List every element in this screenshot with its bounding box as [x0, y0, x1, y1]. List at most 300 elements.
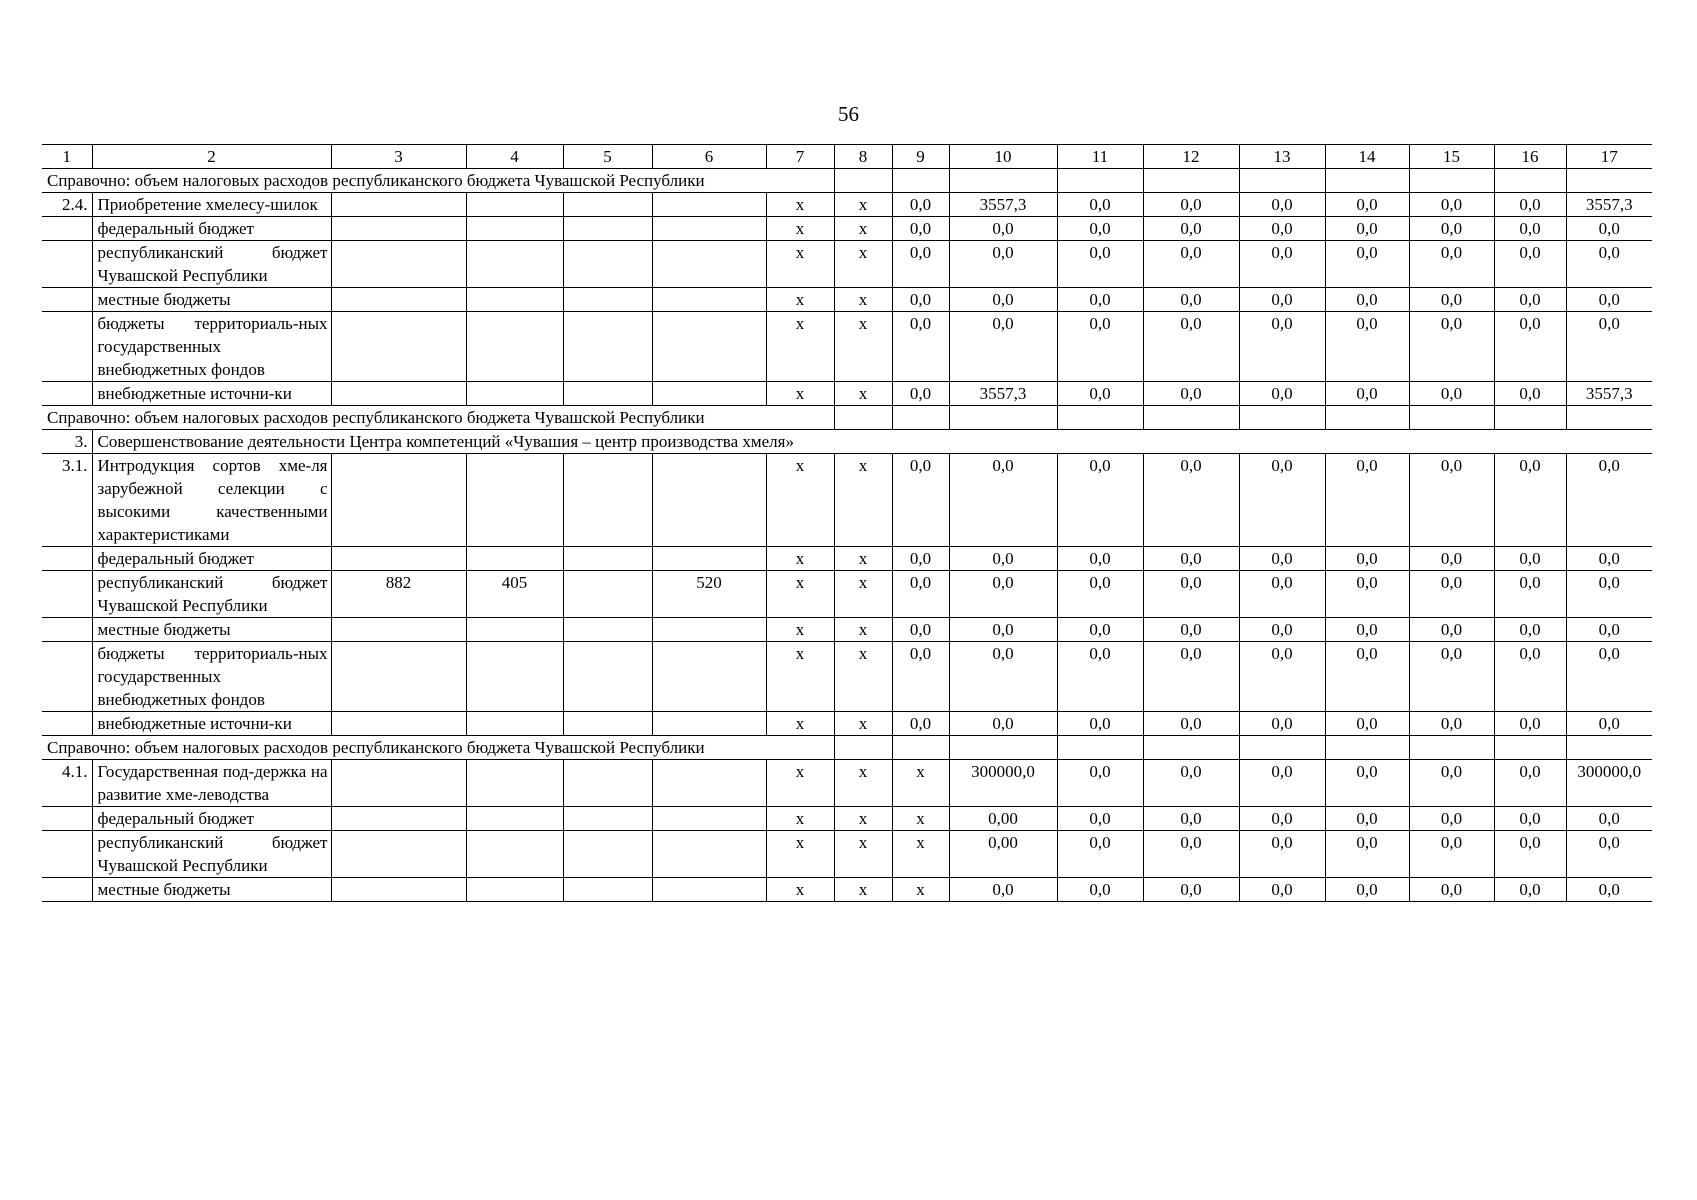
- value-cell: 0,0: [1057, 288, 1143, 312]
- value-cell: 0,0: [1325, 760, 1409, 807]
- item-number: [42, 288, 92, 312]
- empty-value-cell: [1494, 169, 1566, 193]
- value-cell: 0,0: [1325, 312, 1409, 382]
- value-cell: x: [834, 642, 892, 712]
- value-cell: 0,0: [949, 288, 1057, 312]
- value-cell: 0,0: [1566, 831, 1652, 878]
- value-cell-c6: [652, 831, 766, 878]
- value-cell: x: [834, 454, 892, 547]
- empty-value-cell: [1057, 406, 1143, 430]
- table-row: [42, 760, 1652, 807]
- value-cell: x: [834, 288, 892, 312]
- value-cell-c4: [466, 217, 563, 241]
- value-cell: 0,0: [1325, 642, 1409, 712]
- value-cell: 0,0: [1409, 241, 1494, 288]
- value-cell: x: [834, 217, 892, 241]
- value-cell: 0,0: [1239, 382, 1325, 406]
- value-cell: x: [766, 547, 834, 571]
- value-cell: 0,0: [1325, 571, 1409, 618]
- value-cell: 0,0: [1057, 642, 1143, 712]
- value-cell: x: [766, 312, 834, 382]
- empty-value-cell: [1566, 169, 1652, 193]
- value-cell: 0,0: [1325, 288, 1409, 312]
- value-cell: 0,0: [1325, 241, 1409, 288]
- value-cell: 0,0: [1143, 454, 1239, 547]
- value-cell-c5: [563, 241, 652, 288]
- value-cell: 0,0: [892, 312, 949, 382]
- value-cell: 0,0: [1057, 312, 1143, 382]
- empty-value-cell: [1409, 406, 1494, 430]
- empty-value-cell: [892, 406, 949, 430]
- value-cell: 0,0: [1494, 217, 1566, 241]
- empty-value-cell: [1494, 736, 1566, 760]
- item-name: республиканский бюджет Чувашской Республики: [92, 571, 331, 618]
- value-cell: 0,0: [1409, 454, 1494, 547]
- value-cell: 0,0: [1566, 642, 1652, 712]
- table-row: [42, 571, 1652, 618]
- item-name: местные бюджеты: [92, 288, 331, 312]
- value-cell: 0,0: [1143, 618, 1239, 642]
- value-cell-c5: [563, 312, 652, 382]
- value-cell: 0,0: [1325, 831, 1409, 878]
- value-cell: 0,0: [1239, 193, 1325, 217]
- empty-value-cell: [834, 736, 892, 760]
- value-cell: 0,0: [1409, 878, 1494, 902]
- value-cell: 0,0: [1143, 760, 1239, 807]
- item-number: 2.4.: [42, 193, 92, 217]
- value-cell-c5: [563, 642, 652, 712]
- value-cell: 0,0: [1057, 193, 1143, 217]
- item-name: бюджеты территориаль-ных государственных внебюджетных фондов: [92, 312, 331, 382]
- value-cell: 0,0: [1566, 807, 1652, 831]
- column-number-cell: 13: [1239, 145, 1325, 169]
- value-cell-c6: [652, 642, 766, 712]
- value-cell: 0,0: [1409, 571, 1494, 618]
- value-cell: 0,0: [1325, 618, 1409, 642]
- value-cell: 0,0: [1409, 760, 1494, 807]
- value-cell-c5: [563, 547, 652, 571]
- value-cell-c6: [652, 807, 766, 831]
- empty-value-cell: [949, 169, 1057, 193]
- item-name: федеральный бюджет: [92, 217, 331, 241]
- item-name: республиканский бюджет Чувашской Республики: [92, 241, 331, 288]
- value-cell: 300000,0: [1566, 760, 1652, 807]
- section-title: Совершенствование деятельности Центра компетенций «Чувашия – центр производства хмеля»: [92, 430, 1652, 454]
- item-number: 3.1.: [42, 454, 92, 547]
- item-name: Интродукция сортов хме-ля зарубежной селекции с высокими качественными характеристиками: [92, 454, 331, 547]
- value-cell: 0,0: [1057, 831, 1143, 878]
- empty-value-cell: [1325, 406, 1409, 430]
- value-cell: 0,0: [1494, 831, 1566, 878]
- value-cell: 0,0: [1325, 712, 1409, 736]
- column-number-cell: 6: [652, 145, 766, 169]
- value-cell-c4: [466, 454, 563, 547]
- value-cell: 0,0: [1325, 454, 1409, 547]
- value-cell: 0,00: [949, 807, 1057, 831]
- column-number-cell: 14: [1325, 145, 1409, 169]
- value-cell: 0,0: [1494, 618, 1566, 642]
- table-row: [42, 217, 1652, 241]
- value-cell: 0,0: [1566, 217, 1652, 241]
- value-cell: 0,0: [1409, 312, 1494, 382]
- table-row: [42, 642, 1652, 712]
- page-number: 56: [838, 102, 859, 126]
- value-cell: x: [834, 241, 892, 288]
- empty-value-cell: [1325, 169, 1409, 193]
- value-cell: 0,0: [892, 571, 949, 618]
- value-cell: 0,0: [1566, 454, 1652, 547]
- value-cell: 0,0: [1325, 217, 1409, 241]
- value-cell: 0,0: [1566, 571, 1652, 618]
- value-cell: 0,0: [1566, 878, 1652, 902]
- table-row: [42, 288, 1652, 312]
- value-cell: 0,0: [949, 571, 1057, 618]
- table-row: [42, 312, 1652, 382]
- value-cell: 0,0: [1566, 712, 1652, 736]
- value-cell-c3: [331, 454, 466, 547]
- value-cell: 0,0: [1239, 618, 1325, 642]
- value-cell: 0,0: [1494, 193, 1566, 217]
- value-cell: 0,0: [1409, 618, 1494, 642]
- value-cell: 0,0: [1143, 642, 1239, 712]
- value-cell-c6: [652, 547, 766, 571]
- value-cell: 0,0: [1494, 571, 1566, 618]
- item-name: федеральный бюджет: [92, 807, 331, 831]
- value-cell-c3: [331, 760, 466, 807]
- value-cell: 3557,3: [1566, 382, 1652, 406]
- value-cell-c4: [466, 807, 563, 831]
- reference-note-row: [42, 406, 1652, 430]
- value-cell: 0,0: [892, 288, 949, 312]
- value-cell-c6: [652, 382, 766, 406]
- value-cell: x: [834, 312, 892, 382]
- value-cell-c5: [563, 807, 652, 831]
- table-row: [42, 241, 1652, 288]
- item-name: федеральный бюджет: [92, 547, 331, 571]
- value-cell: 0,0: [949, 454, 1057, 547]
- table-row: [42, 878, 1652, 902]
- value-cell: 0,0: [892, 454, 949, 547]
- value-cell: 0,0: [1409, 288, 1494, 312]
- column-number-cell: 5: [563, 145, 652, 169]
- item-name: местные бюджеты: [92, 618, 331, 642]
- value-cell: x: [892, 760, 949, 807]
- value-cell-c4: [466, 312, 563, 382]
- value-cell-c6: [652, 454, 766, 547]
- value-cell: x: [834, 193, 892, 217]
- value-cell-c3: [331, 312, 466, 382]
- value-cell-c4: [466, 878, 563, 902]
- value-cell-c6: [652, 193, 766, 217]
- value-cell: 0,0: [892, 193, 949, 217]
- value-cell-c3: [331, 547, 466, 571]
- empty-value-cell: [1239, 169, 1325, 193]
- value-cell-c5: [563, 878, 652, 902]
- value-cell: 0,0: [1494, 241, 1566, 288]
- value-cell: 300000,0: [949, 760, 1057, 807]
- item-number: [42, 807, 92, 831]
- value-cell: 0,0: [1409, 807, 1494, 831]
- table-row: [42, 831, 1652, 878]
- empty-value-cell: [1239, 736, 1325, 760]
- value-cell-c3: [331, 878, 466, 902]
- value-cell: 0,0: [1494, 878, 1566, 902]
- item-number: 4.1.: [42, 760, 92, 807]
- value-cell: 0,0: [1239, 712, 1325, 736]
- value-cell: 0,0: [1239, 571, 1325, 618]
- value-cell: x: [892, 878, 949, 902]
- value-cell-c3: [331, 241, 466, 288]
- empty-value-cell: [1143, 406, 1239, 430]
- value-cell-c6: 520: [652, 571, 766, 618]
- value-cell: 0,0: [1325, 193, 1409, 217]
- value-cell: 0,0: [1494, 712, 1566, 736]
- value-cell-c6: [652, 288, 766, 312]
- value-cell-c4: [466, 547, 563, 571]
- value-cell: 0,0: [1239, 217, 1325, 241]
- column-number-cell: 16: [1494, 145, 1566, 169]
- table-row: [42, 618, 1652, 642]
- value-cell: x: [892, 831, 949, 878]
- empty-value-cell: [892, 169, 949, 193]
- value-cell: 0,0: [949, 618, 1057, 642]
- value-cell: 0,0: [1566, 618, 1652, 642]
- value-cell: 0,0: [1143, 241, 1239, 288]
- value-cell: 0,0: [1494, 288, 1566, 312]
- value-cell: 0,0: [1566, 241, 1652, 288]
- item-number: [42, 618, 92, 642]
- item-number: [42, 712, 92, 736]
- value-cell: 0,0: [1057, 807, 1143, 831]
- value-cell-c6: [652, 312, 766, 382]
- item-number: [42, 831, 92, 878]
- value-cell: 0,0: [1057, 382, 1143, 406]
- value-cell: 0,0: [949, 642, 1057, 712]
- value-cell: x: [834, 618, 892, 642]
- value-cell: 0,0: [1057, 618, 1143, 642]
- value-cell-c4: [466, 760, 563, 807]
- value-cell-c6: [652, 760, 766, 807]
- value-cell: 0,0: [1239, 288, 1325, 312]
- value-cell: 0,0: [1143, 712, 1239, 736]
- value-cell: x: [834, 712, 892, 736]
- value-cell: 0,0: [1239, 642, 1325, 712]
- value-cell: 0,0: [949, 312, 1057, 382]
- value-cell: x: [766, 878, 834, 902]
- value-cell-c4: [466, 288, 563, 312]
- value-cell: x: [766, 454, 834, 547]
- value-cell: 0,0: [1143, 288, 1239, 312]
- value-cell-c4: [466, 618, 563, 642]
- value-cell: 0,0: [1239, 760, 1325, 807]
- value-cell: 0,0: [1494, 382, 1566, 406]
- value-cell-c6: [652, 618, 766, 642]
- value-cell: 0,0: [892, 382, 949, 406]
- value-cell: 0,0: [1325, 547, 1409, 571]
- value-cell: 0,0: [1143, 878, 1239, 902]
- value-cell: 0,0: [1143, 571, 1239, 618]
- value-cell: 0,0: [1057, 547, 1143, 571]
- value-cell-c5: [563, 288, 652, 312]
- column-number-row: [42, 145, 1652, 169]
- value-cell-c3: [331, 217, 466, 241]
- item-number: [42, 241, 92, 288]
- value-cell: 0,0: [949, 878, 1057, 902]
- value-cell: x: [766, 618, 834, 642]
- item-name: Государственная под-держка на развитие хме-леводства: [92, 760, 331, 807]
- value-cell: x: [766, 288, 834, 312]
- value-cell: 0,0: [1143, 312, 1239, 382]
- value-cell-c6: [652, 712, 766, 736]
- value-cell-c5: [563, 217, 652, 241]
- item-number: [42, 312, 92, 382]
- reference-note-row: [42, 169, 1652, 193]
- value-cell-c3: [331, 712, 466, 736]
- value-cell-c3: [331, 193, 466, 217]
- value-cell-c3: 882: [331, 571, 466, 618]
- section-number: 3.: [42, 430, 92, 454]
- item-number: [42, 571, 92, 618]
- value-cell: x: [834, 547, 892, 571]
- value-cell-c3: [331, 382, 466, 406]
- empty-value-cell: [949, 736, 1057, 760]
- item-number: [42, 878, 92, 902]
- column-number-cell: 9: [892, 145, 949, 169]
- value-cell-c4: 405: [466, 571, 563, 618]
- column-number-cell: 4: [466, 145, 563, 169]
- value-cell: 0,0: [1057, 241, 1143, 288]
- budget-table: [42, 144, 1652, 902]
- value-cell: 0,0: [1409, 382, 1494, 406]
- value-cell: 0,0: [949, 241, 1057, 288]
- column-number-cell: 8: [834, 145, 892, 169]
- value-cell: 0,0: [1143, 193, 1239, 217]
- value-cell: x: [892, 807, 949, 831]
- column-number-cell: 3: [331, 145, 466, 169]
- value-cell: 0,0: [892, 217, 949, 241]
- value-cell: x: [834, 571, 892, 618]
- value-cell: x: [834, 807, 892, 831]
- value-cell: x: [834, 831, 892, 878]
- value-cell: 3557,3: [1566, 193, 1652, 217]
- value-cell: 0,0: [1494, 807, 1566, 831]
- item-name: внебюджетные источни-ки: [92, 712, 331, 736]
- value-cell: 0,0: [892, 712, 949, 736]
- value-cell: 0,0: [1566, 312, 1652, 382]
- column-number-cell: 15: [1409, 145, 1494, 169]
- value-cell-c5: [563, 571, 652, 618]
- value-cell: 0,0: [1239, 807, 1325, 831]
- value-cell: x: [834, 878, 892, 902]
- item-name: Приобретение хмелесу-шилок: [92, 193, 331, 217]
- reference-note-text: Справочно: объем налоговых расходов республиканского бюджета Чувашской Республики: [42, 169, 834, 193]
- value-cell-c4: [466, 382, 563, 406]
- value-cell: 0,0: [1057, 712, 1143, 736]
- value-cell-c4: [466, 642, 563, 712]
- empty-value-cell: [1325, 736, 1409, 760]
- value-cell: 0,0: [892, 618, 949, 642]
- value-cell-c3: [331, 807, 466, 831]
- section-row: [42, 430, 1652, 454]
- value-cell: 0,0: [892, 547, 949, 571]
- value-cell: x: [766, 217, 834, 241]
- empty-value-cell: [1494, 406, 1566, 430]
- value-cell-c4: [466, 241, 563, 288]
- value-cell: 0,0: [1239, 312, 1325, 382]
- value-cell: 0,0: [1409, 831, 1494, 878]
- value-cell: 0,0: [1057, 217, 1143, 241]
- empty-value-cell: [1057, 736, 1143, 760]
- value-cell: x: [834, 382, 892, 406]
- table-row: [42, 382, 1652, 406]
- value-cell: 0,0: [1325, 807, 1409, 831]
- value-cell: x: [766, 382, 834, 406]
- column-number-cell: 7: [766, 145, 834, 169]
- value-cell-c6: [652, 241, 766, 288]
- reference-note-text: Справочно: объем налоговых расходов республиканского бюджета Чувашской Республики: [42, 406, 834, 430]
- value-cell: 0,0: [1325, 382, 1409, 406]
- value-cell: 0,0: [1494, 760, 1566, 807]
- value-cell: x: [766, 571, 834, 618]
- empty-value-cell: [1409, 169, 1494, 193]
- value-cell-c4: [466, 712, 563, 736]
- value-cell: x: [766, 193, 834, 217]
- column-number-cell: 2: [92, 145, 331, 169]
- value-cell-c6: [652, 217, 766, 241]
- column-number-cell: 10: [949, 145, 1057, 169]
- value-cell: 3557,3: [949, 382, 1057, 406]
- empty-value-cell: [1409, 736, 1494, 760]
- table-row: [42, 454, 1652, 547]
- value-cell: 0,0: [1566, 547, 1652, 571]
- value-cell: 0,0: [1057, 571, 1143, 618]
- value-cell: 0,0: [1057, 454, 1143, 547]
- value-cell: 0,0: [1494, 454, 1566, 547]
- value-cell: 0,0: [892, 241, 949, 288]
- value-cell: 0,0: [1143, 547, 1239, 571]
- empty-value-cell: [1143, 169, 1239, 193]
- table-row: [42, 547, 1652, 571]
- value-cell: 0,0: [1239, 454, 1325, 547]
- value-cell: 0,0: [1409, 547, 1494, 571]
- value-cell: 0,0: [1143, 217, 1239, 241]
- empty-value-cell: [892, 736, 949, 760]
- empty-value-cell: [1143, 736, 1239, 760]
- value-cell-c6: [652, 878, 766, 902]
- empty-value-cell: [1057, 169, 1143, 193]
- value-cell: 0,0: [949, 547, 1057, 571]
- value-cell: x: [766, 642, 834, 712]
- item-name: местные бюджеты: [92, 878, 331, 902]
- item-number: [42, 382, 92, 406]
- empty-value-cell: [834, 406, 892, 430]
- value-cell: 0,0: [1239, 547, 1325, 571]
- empty-value-cell: [1239, 406, 1325, 430]
- value-cell: x: [766, 760, 834, 807]
- item-name: бюджеты территориаль-ных государственных внебюджетных фондов: [92, 642, 331, 712]
- value-cell: 0,0: [1494, 642, 1566, 712]
- item-number: [42, 217, 92, 241]
- value-cell: 0,0: [1409, 217, 1494, 241]
- value-cell: 0,0: [1409, 193, 1494, 217]
- value-cell: 0,0: [892, 642, 949, 712]
- empty-value-cell: [1566, 406, 1652, 430]
- item-number: [42, 547, 92, 571]
- column-number-cell: 1: [42, 145, 92, 169]
- item-number: [42, 642, 92, 712]
- value-cell: 0,0: [1239, 241, 1325, 288]
- column-number-cell: 12: [1143, 145, 1239, 169]
